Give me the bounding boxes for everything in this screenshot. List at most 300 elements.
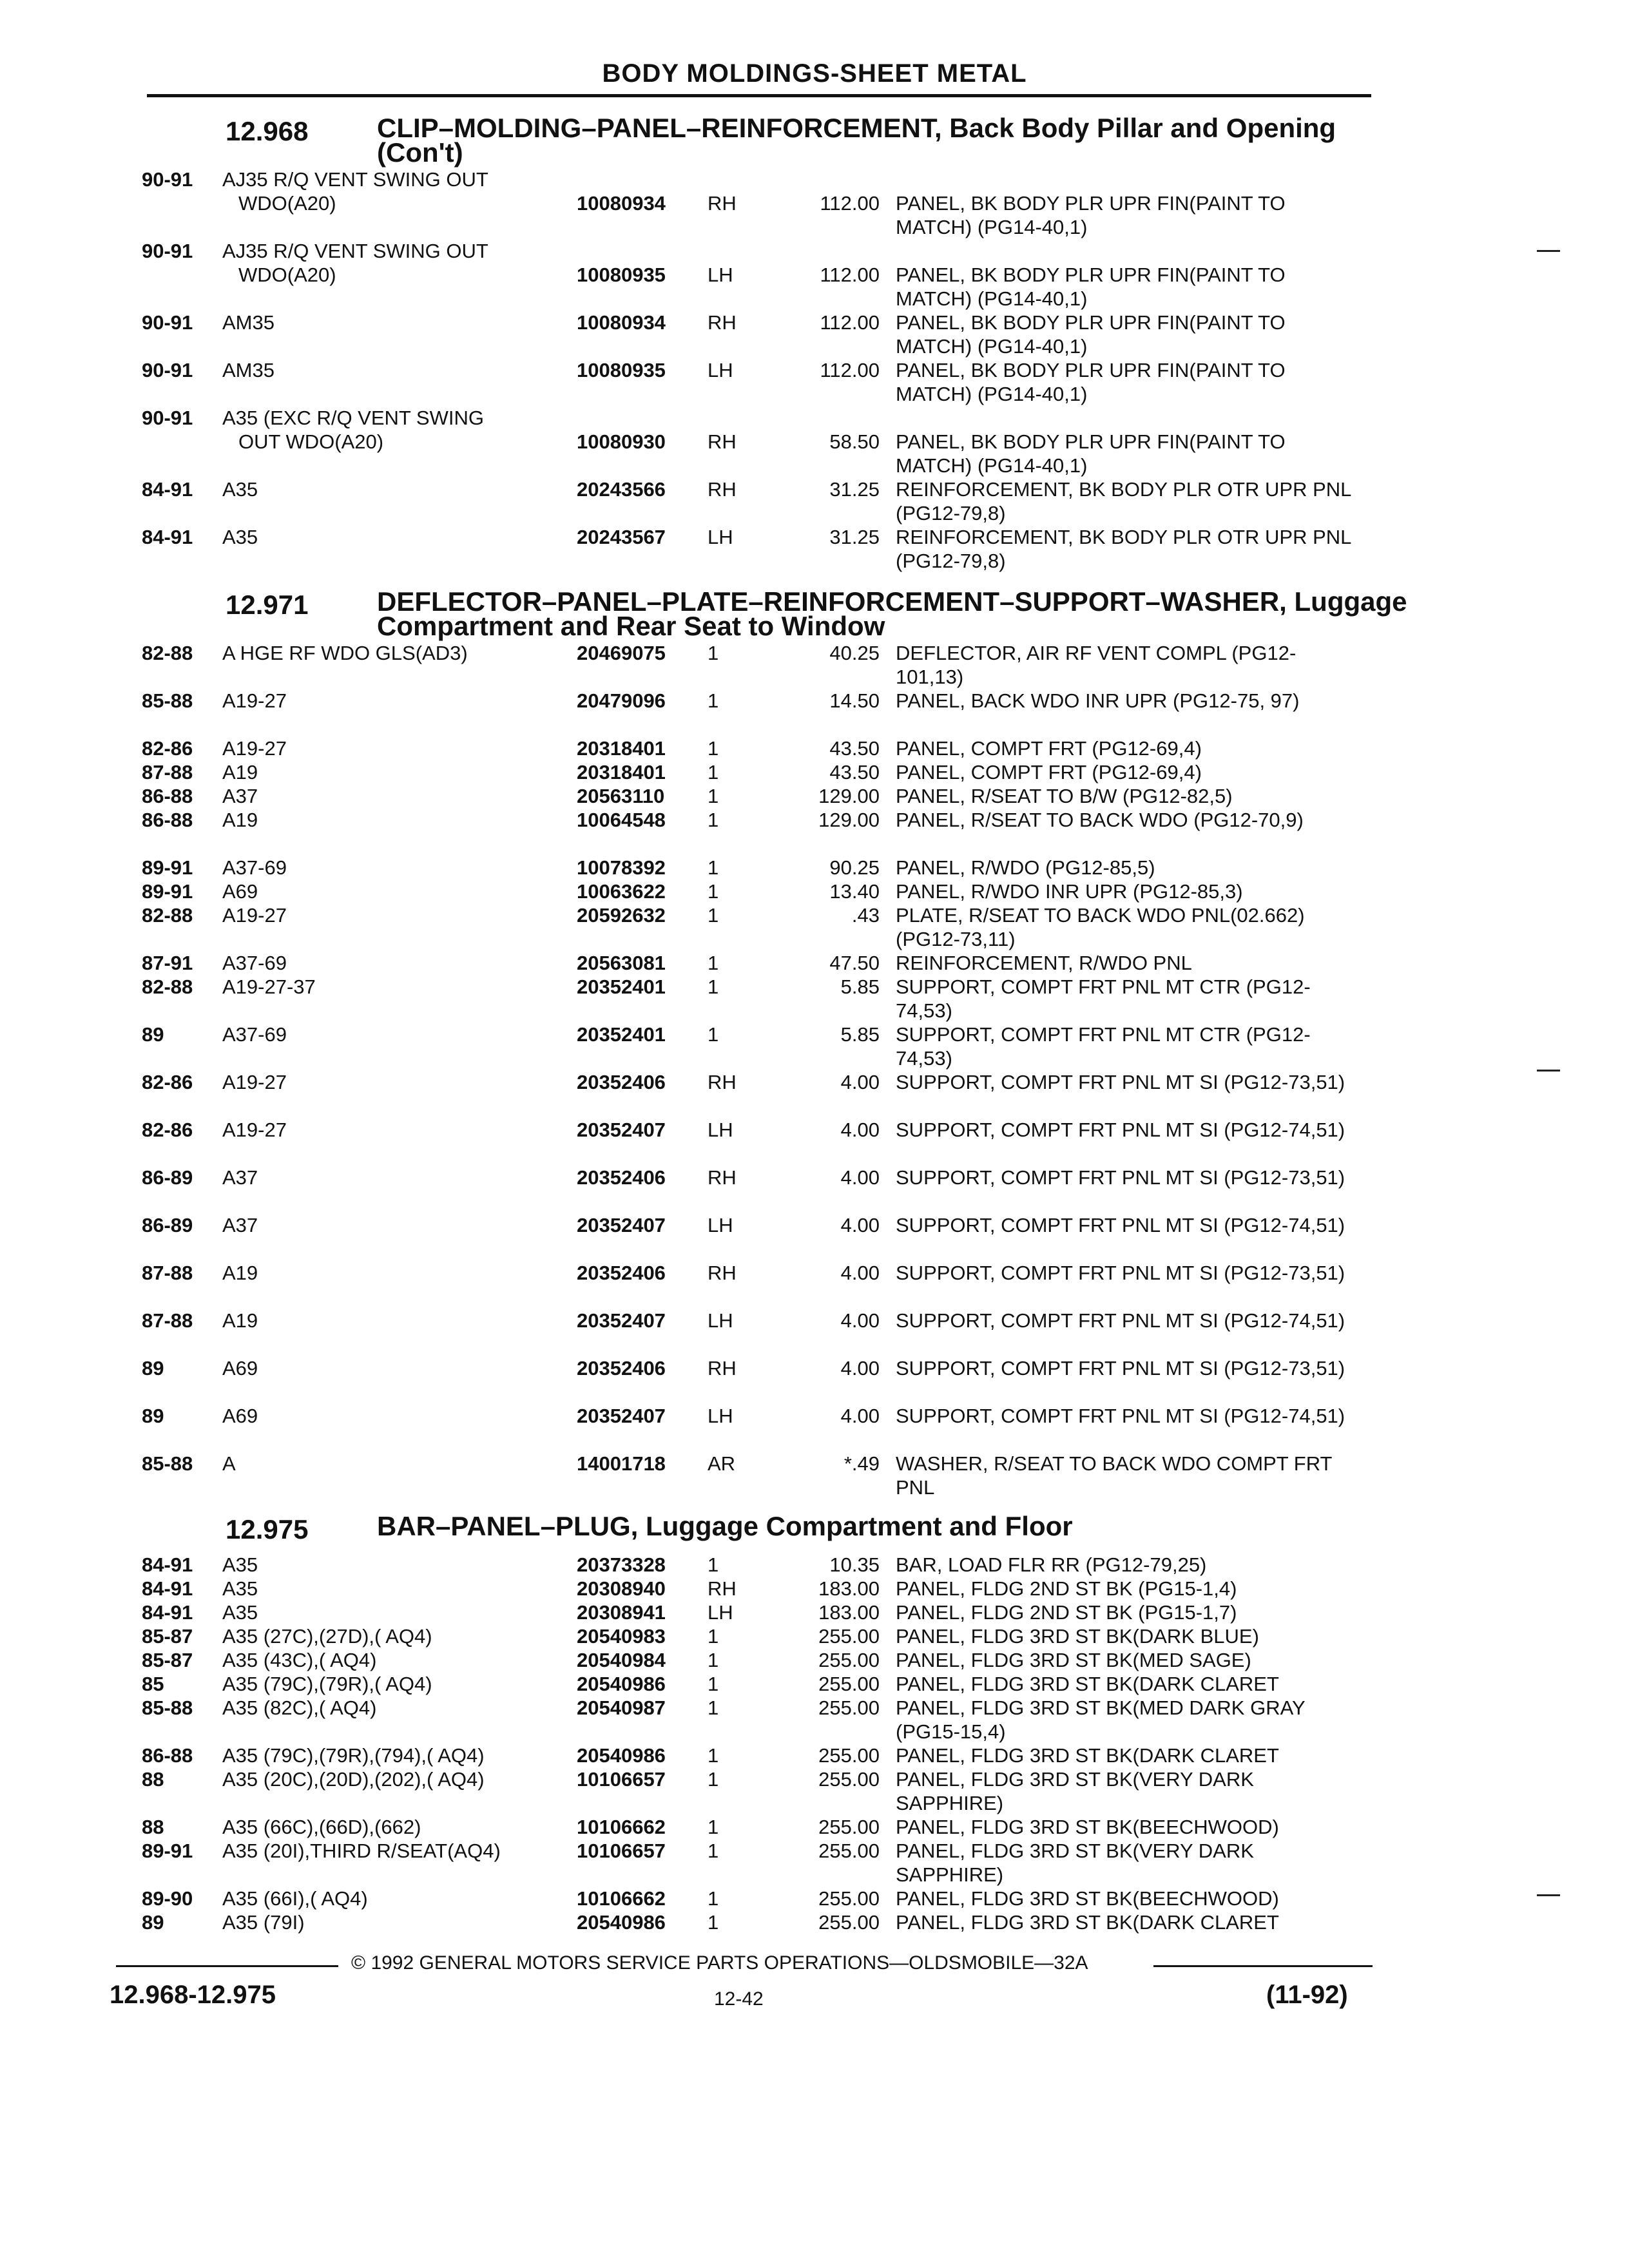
model-code: A37-69: [222, 1023, 287, 1046]
model-code: A35 (20C),(20D),(202),( AQ4): [222, 1768, 485, 1791]
part-description: PANEL, FLDG 3RD ST BK(BEECHWOOD): [896, 1887, 1279, 1910]
quantity-side: 1: [708, 737, 719, 760]
model-code: A19-27: [222, 737, 287, 760]
price: *.49: [843, 1452, 880, 1475]
quantity-side: RH: [708, 478, 737, 501]
part-row: [0, 1815, 1629, 1839]
model-code: A19: [222, 1309, 258, 1332]
footer-section-range: 12.968-12.975: [110, 1981, 276, 2009]
price: 10.35: [829, 1553, 880, 1576]
part-row: [0, 1839, 1629, 1887]
model-years: 82-86: [142, 1119, 193, 1141]
quantity-side: AR: [708, 1452, 736, 1475]
model-years: 84-91: [142, 1553, 193, 1576]
model-code: A35 (79C),(79R),( AQ4): [222, 1673, 432, 1695]
catalog-section: [0, 1511, 1629, 1934]
part-number: 14001718: [577, 1452, 666, 1475]
part-row: [0, 975, 1629, 1023]
model-years: 86-88: [142, 1744, 193, 1767]
price: 31.25: [829, 478, 880, 501]
model-code: A: [222, 1452, 236, 1475]
margin-mark: [1537, 1070, 1560, 1072]
price: 255.00: [818, 1625, 880, 1648]
part-row: [0, 1404, 1629, 1452]
footer-rule-left: [116, 1965, 338, 1967]
part-row: [0, 1553, 1629, 1577]
model-years: 89: [142, 1911, 164, 1934]
quantity-side: 1: [708, 1840, 719, 1862]
model-years: 87-91: [142, 952, 193, 974]
part-description: SUPPORT, COMPT FRT PNL MT SI (PG12-73,51): [896, 1262, 1345, 1284]
quantity-side: 1: [708, 975, 719, 998]
quantity-side: 1: [708, 1673, 719, 1695]
part-description: SUPPORT, COMPT FRT PNL MT CTR (PG12-74,53): [896, 975, 1311, 1022]
model-code: A19-27-37: [222, 975, 316, 998]
price: 129.00: [818, 809, 880, 831]
model-code: A35 (66C),(66D),(662): [222, 1816, 421, 1838]
part-row: [0, 1261, 1629, 1309]
part-row: [0, 1624, 1629, 1648]
part-number: 10080930: [577, 430, 666, 453]
section-title: BAR–PANEL–PLUG, Luggage Compartment and Floor: [377, 1511, 1073, 1541]
model-code: A69: [222, 1357, 258, 1379]
price: 183.00: [818, 1577, 880, 1600]
part-description: SUPPORT, COMPT FRT PNL MT SI (PG12-74,51): [896, 1405, 1345, 1427]
part-row: [0, 358, 1629, 406]
part-description: PANEL, FLDG 3RD ST BK(DARK CLARET: [896, 1673, 1279, 1695]
quantity-side: LH: [708, 526, 733, 548]
part-row: [0, 1887, 1629, 1910]
part-number: 20308940: [577, 1577, 666, 1600]
quantity-side: RH: [708, 1071, 737, 1093]
model-years: 88: [142, 1816, 164, 1838]
part-number: 20563081: [577, 952, 666, 974]
model-code: A35: [222, 1601, 258, 1624]
part-row: [0, 736, 1629, 760]
model-years: 85-88: [142, 689, 193, 712]
part-number: 20352407: [577, 1119, 666, 1141]
part-description: PANEL, FLDG 3RD ST BK(DARK BLUE): [896, 1625, 1259, 1648]
model-years: 84-91: [142, 478, 193, 501]
model-code: AJ35 R/Q VENT SWING OUT: [222, 240, 488, 262]
model-code: A35 (20I),THIRD R/SEAT(AQ4): [222, 1840, 501, 1862]
part-description: PANEL, R/WDO (PG12-85,5): [896, 856, 1155, 879]
price: 255.00: [818, 1744, 880, 1767]
part-description: DEFLECTOR, AIR RF VENT COMPL (PG12-101,13): [896, 642, 1296, 688]
part-number: 20352407: [577, 1214, 666, 1236]
part-number: 20308941: [577, 1601, 666, 1624]
model-code: A35 (79C),(79R),(794),( AQ4): [222, 1744, 485, 1767]
model-years: 84-91: [142, 1601, 193, 1624]
part-description: PANEL, COMPT FRT (PG12-69,4): [896, 761, 1202, 783]
part-number: 10063622: [577, 880, 666, 903]
price: 4.00: [840, 1262, 880, 1284]
model-code: A35 (79I): [222, 1911, 305, 1934]
price: 13.40: [829, 880, 880, 903]
quantity-side: LH: [708, 1214, 733, 1236]
part-description: PANEL, FLDG 3RD ST BK(VERY DARK SAPPHIRE): [896, 1840, 1254, 1886]
price: 112.00: [820, 264, 880, 286]
part-description: PANEL, FLDG 3RD ST BK(VERY DARK SAPPHIRE): [896, 1768, 1254, 1814]
part-description: PANEL, FLDG 3RD ST BK(DARK CLARET: [896, 1911, 1279, 1934]
price: 43.50: [829, 737, 880, 760]
price: 5.85: [840, 975, 880, 998]
model-years: 89-91: [142, 1840, 193, 1862]
price: 43.50: [829, 761, 880, 783]
part-row: [0, 1309, 1629, 1356]
part-row: [0, 808, 1629, 856]
model-years: 90-91: [142, 168, 193, 191]
model-code: A19-27: [222, 904, 287, 927]
price: 112.00: [820, 359, 880, 381]
model-years: 90-91: [142, 311, 193, 334]
part-description: PANEL, FLDG 2ND ST BK (PG15-1,4): [896, 1577, 1237, 1600]
part-number: 20352401: [577, 975, 666, 998]
model-years: 85-87: [142, 1649, 193, 1671]
part-row: [0, 1672, 1629, 1696]
margin-mark: [1537, 1894, 1560, 1896]
price: 58.50: [829, 430, 880, 453]
quantity-side: 1: [708, 1887, 719, 1910]
part-number: 20352406: [577, 1262, 666, 1284]
part-number: 20540986: [577, 1744, 666, 1767]
section-heading: [0, 586, 1629, 641]
model-years: 90-91: [142, 359, 193, 381]
price: 14.50: [829, 689, 880, 712]
price: 129.00: [818, 785, 880, 807]
model-code: A19: [222, 1262, 258, 1284]
model-code: A19-27: [222, 1071, 287, 1093]
model-years: 85-87: [142, 1625, 193, 1648]
part-number: 20373328: [577, 1553, 666, 1576]
model-years: 89: [142, 1023, 164, 1046]
model-code: A35: [222, 478, 258, 501]
part-number: 10080934: [577, 311, 666, 334]
part-description: PANEL, BK BODY PLR UPR FIN(PAINT TO MATCH) (PG14-40,1): [896, 430, 1286, 477]
model-years: 86-88: [142, 809, 193, 831]
model-code: A19: [222, 761, 258, 783]
model-years: 84-91: [142, 1577, 193, 1600]
model-code: A35 (82C),( AQ4): [222, 1696, 377, 1719]
part-number: 20318401: [577, 761, 666, 783]
part-description: SUPPORT, COMPT FRT PNL MT CTR (PG12-74,53): [896, 1023, 1311, 1070]
catalog-section: [0, 586, 1629, 1499]
part-description: PANEL, FLDG 3RD ST BK(BEECHWOOD): [896, 1816, 1279, 1838]
part-row: [0, 1648, 1629, 1672]
model-code-continued: WDO(A20): [238, 192, 336, 215]
part-description: SUPPORT, COMPT FRT PNL MT SI (PG12-74,51): [896, 1214, 1345, 1236]
price: 31.25: [829, 526, 880, 548]
footer-revision-date: (11-92): [1266, 1981, 1348, 2009]
model-code: A37-69: [222, 952, 287, 974]
quantity-side: 1: [708, 1023, 719, 1046]
price: 255.00: [818, 1887, 880, 1910]
model-years: 82-86: [142, 1071, 193, 1093]
part-number: 10106662: [577, 1816, 666, 1838]
price: 4.00: [840, 1071, 880, 1093]
catalog-section: [0, 113, 1629, 573]
part-description: PANEL, BK BODY PLR UPR FIN(PAINT TO MATCH) (PG14-40,1): [896, 359, 1286, 405]
quantity-side: 1: [708, 904, 719, 927]
part-row: [0, 239, 1629, 311]
part-number: 20352407: [577, 1309, 666, 1332]
quantity-side: LH: [708, 264, 733, 286]
model-years: 82-88: [142, 975, 193, 998]
quantity-side: LH: [708, 1601, 733, 1624]
part-row: [0, 784, 1629, 808]
model-years: 85-88: [142, 1452, 193, 1475]
price: 255.00: [818, 1768, 880, 1791]
part-row: [0, 1452, 1629, 1499]
model-years: 86-89: [142, 1214, 193, 1236]
footer-page-number: 12-42: [714, 1988, 764, 2010]
quantity-side: 1: [708, 880, 719, 903]
model-code: AJ35 R/Q VENT SWING OUT: [222, 168, 488, 191]
quantity-side: RH: [708, 192, 737, 215]
quantity-side: 1: [708, 1625, 719, 1648]
quantity-side: 1: [708, 952, 719, 974]
footer-rule-right: [1153, 1965, 1373, 1967]
part-description: BAR, LOAD FLR RR (PG12-79,25): [896, 1553, 1207, 1576]
part-description: SUPPORT, COMPT FRT PNL MT SI (PG12-73,51): [896, 1357, 1345, 1379]
part-description: SUPPORT, COMPT FRT PNL MT SI (PG12-74,51): [896, 1119, 1345, 1141]
model-years: 89-91: [142, 856, 193, 879]
part-description: REINFORCEMENT, R/WDO PNL: [896, 952, 1192, 974]
model-code: A35: [222, 1577, 258, 1600]
section-number: 12.968: [226, 116, 309, 146]
quantity-side: 1: [708, 689, 719, 712]
model-years: 86-88: [142, 785, 193, 807]
model-years: 89-91: [142, 880, 193, 903]
part-row: [0, 951, 1629, 975]
quantity-side: 1: [708, 1816, 719, 1838]
section-heading: [0, 113, 1629, 168]
quantity-side: 1: [708, 856, 719, 879]
part-number: 20540983: [577, 1625, 666, 1648]
section-title: CLIP–MOLDING–PANEL–REINFORCEMENT, Back Body Pillar and Opening (Con't): [377, 113, 1336, 168]
part-row: [0, 689, 1629, 736]
price: 47.50: [829, 952, 880, 974]
model-code: A35 (66I),( AQ4): [222, 1887, 368, 1910]
price: 4.00: [840, 1357, 880, 1379]
model-code: A37-69: [222, 856, 287, 879]
price: 4.00: [840, 1166, 880, 1189]
model-years: 90-91: [142, 407, 193, 429]
quantity-side: LH: [708, 359, 733, 381]
footer-copyright: © 1992 GENERAL MOTORS SERVICE PARTS OPERATIONS—OLDSMOBILE—32A: [351, 1952, 1088, 1974]
model-code: A19: [222, 809, 258, 831]
quantity-side: 1: [708, 809, 719, 831]
model-code: A35: [222, 526, 258, 548]
part-row: [0, 1070, 1629, 1118]
part-row: [0, 1600, 1629, 1624]
model-years: 88: [142, 1768, 164, 1791]
model-years: 87-88: [142, 761, 193, 783]
price: 183.00: [818, 1601, 880, 1624]
price: 255.00: [818, 1840, 880, 1862]
quantity-side: 1: [708, 642, 719, 664]
price: 255.00: [818, 1696, 880, 1719]
price: 4.00: [840, 1405, 880, 1427]
price: 112.00: [820, 311, 880, 334]
part-description: WASHER, R/SEAT TO BACK WDO COMPT FRT PNL: [896, 1452, 1332, 1499]
quantity-side: 1: [708, 1744, 719, 1767]
quantity-side: 1: [708, 1768, 719, 1791]
quantity-side: 1: [708, 1649, 719, 1671]
model-years: 84-91: [142, 526, 193, 548]
part-number: 20540986: [577, 1911, 666, 1934]
model-code-continued: OUT WDO(A20): [238, 430, 384, 453]
price: 4.00: [840, 1309, 880, 1332]
model-years: 82-86: [142, 737, 193, 760]
part-row: [0, 641, 1629, 689]
model-code: A37: [222, 1166, 258, 1189]
part-number: 10064548: [577, 809, 666, 831]
quantity-side: LH: [708, 1119, 733, 1141]
quantity-side: 1: [708, 1553, 719, 1576]
part-row: [0, 903, 1629, 951]
part-description: PANEL, R/SEAT TO BACK WDO (PG12-70,9): [896, 809, 1304, 831]
section-heading: [0, 1511, 1629, 1553]
part-number: 20352407: [577, 1405, 666, 1427]
part-number: 10080935: [577, 264, 666, 286]
quantity-side: LH: [708, 1309, 733, 1332]
price: 255.00: [818, 1673, 880, 1695]
quantity-side: LH: [708, 1405, 733, 1427]
part-number: 20469075: [577, 642, 666, 664]
part-row: [0, 1910, 1629, 1934]
part-row: [0, 168, 1629, 239]
part-row: [0, 1744, 1629, 1767]
part-row: [0, 311, 1629, 358]
model-code: A35: [222, 1553, 258, 1576]
part-description: PANEL, BK BODY PLR UPR FIN(PAINT TO MATCH) (PG14-40,1): [896, 264, 1286, 310]
part-row: [0, 1696, 1629, 1744]
part-number: 20243566: [577, 478, 666, 501]
part-row: [0, 879, 1629, 903]
part-row: [0, 1023, 1629, 1070]
part-row: [0, 1356, 1629, 1404]
part-description: SUPPORT, COMPT FRT PNL MT SI (PG12-73,51): [896, 1071, 1345, 1093]
part-number: 20540986: [577, 1673, 666, 1695]
part-description: PANEL, R/WDO INR UPR (PG12-85,3): [896, 880, 1243, 903]
part-number: 20540987: [577, 1696, 666, 1719]
part-number: 10106657: [577, 1768, 666, 1791]
section-title: DEFLECTOR–PANEL–PLATE–REINFORCEMENT–SUPPORT–WASHER, Luggage Compartment and Rear Seat to Window: [377, 586, 1407, 641]
part-number: 20352401: [577, 1023, 666, 1046]
part-number: 20352406: [577, 1166, 666, 1189]
margin-mark: [1537, 250, 1560, 252]
model-code: AM35: [222, 311, 275, 334]
model-years: 89: [142, 1357, 164, 1379]
model-years: 89: [142, 1405, 164, 1427]
part-row: [0, 477, 1629, 525]
model-years: 85-88: [142, 1696, 193, 1719]
price: 4.00: [840, 1214, 880, 1236]
page-title: BODY MOLDINGS-SHEET METAL: [602, 59, 1027, 88]
model-years: 87-88: [142, 1309, 193, 1332]
price: 5.85: [840, 1023, 880, 1046]
part-row: [0, 760, 1629, 784]
model-code: A35 (27C),(27D),( AQ4): [222, 1625, 432, 1648]
quantity-side: RH: [708, 430, 737, 453]
model-code: A69: [222, 1405, 258, 1427]
part-number: 20352406: [577, 1357, 666, 1379]
part-number: 20352406: [577, 1071, 666, 1093]
part-number: 10080934: [577, 192, 666, 215]
part-description: PANEL, FLDG 3RD ST BK(MED DARK GRAY (PG15-15,4): [896, 1696, 1306, 1743]
part-number: 10080935: [577, 359, 666, 381]
price: 40.25: [829, 642, 880, 664]
part-row: [0, 1166, 1629, 1213]
part-row: [0, 406, 1629, 477]
quantity-side: 1: [708, 785, 719, 807]
part-description: PANEL, COMPT FRT (PG12-69,4): [896, 737, 1202, 760]
part-description: PANEL, BK BODY PLR UPR FIN(PAINT TO MATCH) (PG14-40,1): [896, 311, 1286, 358]
quantity-side: RH: [708, 1262, 737, 1284]
section-number: 12.971: [226, 590, 309, 620]
price: 255.00: [818, 1649, 880, 1671]
part-number: 20540984: [577, 1649, 666, 1671]
model-code: A19-27: [222, 1119, 287, 1141]
price: 4.00: [840, 1119, 880, 1141]
part-description: SUPPORT, COMPT FRT PNL MT SI (PG12-74,51): [896, 1309, 1345, 1332]
model-code: A HGE RF WDO GLS(AD3): [222, 642, 468, 664]
part-number: 10106662: [577, 1887, 666, 1910]
part-row: [0, 1118, 1629, 1166]
part-number: 20243567: [577, 526, 666, 548]
price: .43: [851, 904, 880, 927]
model-code: A69: [222, 880, 258, 903]
model-years: 82-88: [142, 642, 193, 664]
part-description: PANEL, FLDG 3RD ST BK(MED SAGE): [896, 1649, 1251, 1671]
part-description: REINFORCEMENT, BK BODY PLR OTR UPR PNL (PG12-79,8): [896, 526, 1351, 572]
part-number: 20592632: [577, 904, 666, 927]
quantity-side: RH: [708, 1357, 737, 1379]
section-number: 12.975: [226, 1514, 309, 1544]
part-description: PANEL, FLDG 3RD ST BK(DARK CLARET: [896, 1744, 1279, 1767]
model-years: 90-91: [142, 240, 193, 262]
part-description: PLATE, R/SEAT TO BACK WDO PNL(02.662) (PG12-73,11): [896, 904, 1305, 950]
part-description: PANEL, R/SEAT TO B/W (PG12-82,5): [896, 785, 1233, 807]
part-row: [0, 525, 1629, 573]
quantity-side: RH: [708, 1577, 737, 1600]
part-description: REINFORCEMENT, BK BODY PLR OTR UPR PNL (PG12-79,8): [896, 478, 1351, 524]
model-code: AM35: [222, 359, 275, 381]
quantity-side: 1: [708, 1911, 719, 1934]
quantity-side: 1: [708, 761, 719, 783]
model-years: 82-88: [142, 904, 193, 927]
part-number: 20479096: [577, 689, 666, 712]
header-rule: [147, 94, 1371, 97]
quantity-side: 1: [708, 1696, 719, 1719]
model-code: A37: [222, 1214, 258, 1236]
part-description: PANEL, FLDG 2ND ST BK (PG15-1,7): [896, 1601, 1237, 1624]
price: 255.00: [818, 1911, 880, 1934]
model-code: A37: [222, 785, 258, 807]
quantity-side: RH: [708, 311, 737, 334]
part-description: PANEL, BK BODY PLR UPR FIN(PAINT TO MATCH) (PG14-40,1): [896, 192, 1286, 238]
model-code: A35 (EXC R/Q VENT SWING: [222, 407, 484, 429]
part-number: 20563110: [577, 785, 665, 807]
part-row: [0, 1577, 1629, 1600]
quantity-side: RH: [708, 1166, 737, 1189]
part-number: 10106657: [577, 1840, 666, 1862]
part-row: [0, 856, 1629, 879]
model-years: 86-89: [142, 1166, 193, 1189]
model-years: 85: [142, 1673, 164, 1695]
model-code-continued: WDO(A20): [238, 264, 336, 286]
